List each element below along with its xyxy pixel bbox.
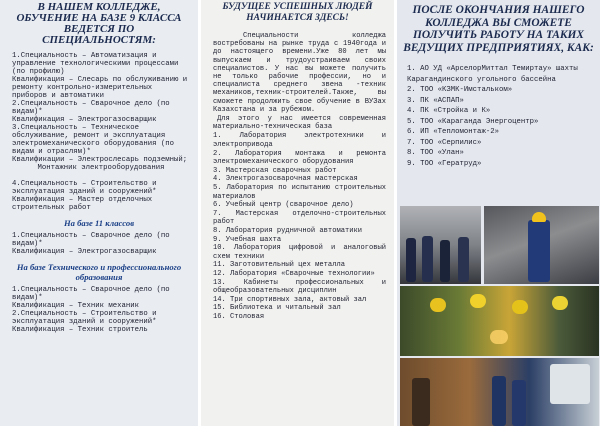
intro-paragraph: Специальности колледжа востребованы на рынке труда с 1940года и до настоящего времени.Уже 80 лет мы выпускаем и трудоустраиваем своих специалистов. У нас вы можете получить не только рабочие профессии, но и специалиста среднего звена -техник механиков,техник-строителей.Также, вы сможете продолжить свое обучение в ВУЗах Казахстана и за рубежом. xyxy=(213,32,386,114)
specialty-tech-2: 2.Специальность – Строительство и эксплуатация зданий и сооружений* xyxy=(12,310,161,326)
photo-collage xyxy=(400,206,600,426)
list-item: 11. Заготовительный цех металла xyxy=(213,261,345,270)
workshop-training-photo xyxy=(400,358,599,426)
list-item: 5. Лаборатория по испытанию строительных материалов xyxy=(213,184,386,201)
base-paragraph: Для этого у нас имеется современная материально-техническая база xyxy=(213,115,386,132)
list-item: 10. Лаборатория цифровой и аналоговый схем техники xyxy=(213,244,386,261)
subtitle-11-grade: На базе 11 классов xyxy=(63,218,135,228)
specialty-11-1: 1.Специальность – Сварочное дело (по видам)* xyxy=(12,232,175,248)
qualification-tech-1: Квалификация – Техник механик xyxy=(12,302,139,310)
list-item: 8. Лаборатория рудничной автоматики xyxy=(213,226,362,235)
list-item: 1. Лаборатория электротехники и электропривода xyxy=(213,132,386,150)
list-item: 7. ТОО «Серпилис» xyxy=(407,138,482,147)
qualification-1: Квалификация – Слесарь по обслуживанию и ремонту контрольно-измерительных приборов и автоматики xyxy=(12,76,192,100)
list-item: 7. Мастерская отделочно-строительных работ xyxy=(213,209,386,227)
list-item: 16. Столовая xyxy=(213,312,265,321)
qualification-11-1: Квалификация – Электрогазосварщик xyxy=(12,248,157,256)
specialties-body xyxy=(0,46,198,212)
qualification-tech-2: Квалификация – Техник строитель xyxy=(12,326,148,334)
list-item: 6. ИП «Тепломонтаж-2» xyxy=(407,128,499,136)
future-column xyxy=(201,0,394,426)
list-item: 2. ТОО «КЗМК-Имстальком» xyxy=(407,86,513,94)
specialty-2: 2.Специальность – Сварочное дело (по видам)* xyxy=(12,100,175,116)
companies-list xyxy=(397,64,600,169)
list-item: 3. ПК «АСПАП» xyxy=(407,96,464,105)
list-item: 8. ТОО «Улан» xyxy=(407,149,464,157)
specialty-3: 3.Специальность – Техническое обслуживание, ремонт и эксплуатация электромеханического оборудования (по видам и отраслям)* xyxy=(12,124,179,156)
welding-students-photo xyxy=(400,286,599,356)
specialty-1: 1.Специальность – Автоматизация и управление технологическими процессами (по профилю) xyxy=(12,52,183,76)
future-body xyxy=(201,24,394,322)
future-title: БУДУЩЕЕ УСПЕШНЫХ ЛЮДЕЙ НАЧИНАЕТСЯ ЗДЕСЬ! xyxy=(222,2,373,23)
qualification-3b: Монтажник электрооборудования xyxy=(37,164,165,172)
list-item: 12. Лаборатория «Сварочные технологии» xyxy=(213,269,375,278)
list-item: 6. Учебный центр (сварочное дело) xyxy=(213,201,354,210)
list-item: 9. Учебная шахта xyxy=(213,235,282,244)
list-item: 4. Электрогазосварочная мастерская xyxy=(213,175,358,184)
list-item: 9. ТОО «Гератруд» xyxy=(407,159,482,168)
specialties-column xyxy=(0,0,198,426)
qualification-4: Квалификация – Мастер отделочных строительных работ xyxy=(12,196,157,212)
list-item: 15. Библиотека и читальный зал xyxy=(213,304,341,313)
specialties-title: В НАШЕМ КОЛЛЕДЖЕ, ОБУЧЕНИЕ НА БАЗЕ 9 КЛАССА ВЕДЕТСЯ ПО СПЕЦИАЛЬНОСТЯМ: xyxy=(16,1,182,46)
qualification-3: Квалификации – Электрослесарь подземный; xyxy=(12,156,188,164)
list-item: 2. Лаборатория монтажа и ремонта электромеханического оборудования xyxy=(213,149,386,167)
list-item: 4. ПК «Стройка и К» xyxy=(407,107,491,115)
list-item: 14. Три спортивных зала, актовый зал xyxy=(213,295,367,304)
mine-worker-photo xyxy=(484,206,599,284)
list-item: 1. АО УД «АрселорМиттал Темиртау» шахты Карагандинского угольного бассейна xyxy=(407,65,578,84)
employers-title: ПОСЛЕ ОКОНЧАНИЯ НАШЕГО КОЛЛЕДЖА ВЫ СМОЖЕТЕ ПОЛУЧИТЬ РАБОТУ НА ТАКИХ ВЕДУЩИХ ПРЕДПРИЯТИЯХ, КАК: xyxy=(403,4,594,54)
specialties-11-body xyxy=(0,232,198,256)
subtitle-tech-education: На базе Технического и профессионального образования xyxy=(16,262,182,282)
qualification-2: Квалификация – Электрогазосварщик xyxy=(12,116,157,124)
list-item: 3. Мастерская сварочных работ xyxy=(213,166,337,175)
workshop-group-photo xyxy=(400,206,481,284)
specialties-tech-body xyxy=(0,286,198,334)
labs-list xyxy=(213,132,386,321)
list-item: 5. ТОО «Караганда Энергоцентр» xyxy=(407,117,539,126)
specialty-tech-1: 1.Специальность – Сварочное дело (по видам)* xyxy=(12,286,175,302)
specialty-4: 4.Специальность – Строительство и эксплуатация зданий и сооружений* xyxy=(12,180,161,196)
list-item: 13. Кабинеты профессиональных и общеобразовательных дисциплин xyxy=(213,278,386,296)
